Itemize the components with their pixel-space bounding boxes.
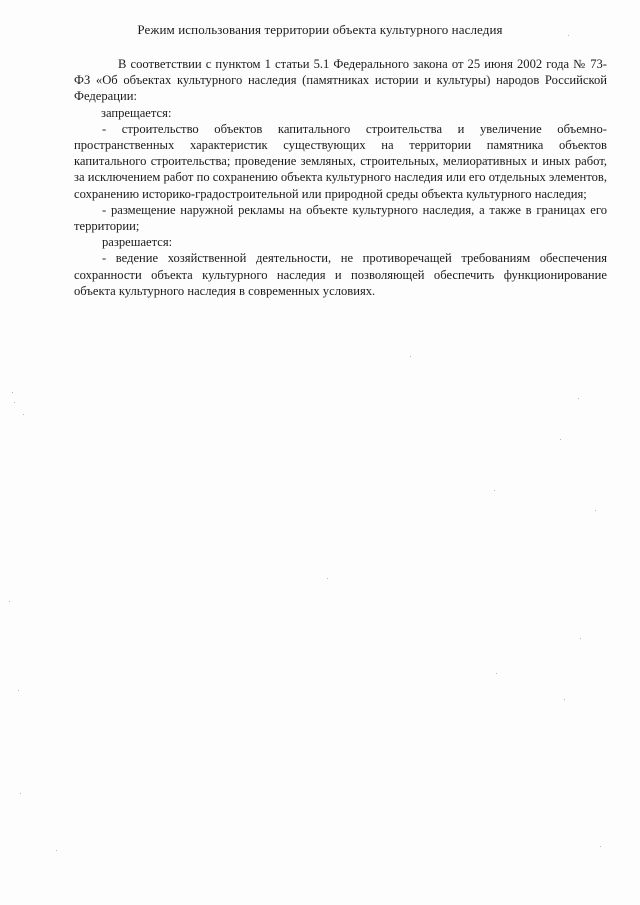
scan-speck xyxy=(560,439,561,440)
scan-speck xyxy=(410,356,411,357)
scan-speck xyxy=(564,699,565,700)
allowed-item-economic-activity: - ведение хозяйственной деятельности, не противоречащей требованиям обеспечения сохранности объекта культурного наследия и позволяющей обеспечить функционирование объекта культурного наследия в современных условиях. xyxy=(74,251,607,298)
scan-speck xyxy=(496,673,497,674)
scan-speck xyxy=(494,490,495,491)
scan-speck xyxy=(56,850,57,851)
prohibited-heading: запрещается: xyxy=(101,105,172,120)
scan-speck xyxy=(595,510,596,511)
allowed-heading: разрешается: xyxy=(102,235,173,250)
prohibited-item-advertising: - размещение наружной рекламы на объекте культурного наследия, а также в границах его территории; xyxy=(74,202,607,234)
intro-paragraph: В соответствии с пунктом 1 статьи 5.1 Федерального закона от 25 июня 2002 года № 73-ФЗ «Об объектах культурного наследия (памятниках истории и культуры) народов Российской Федерации: xyxy=(74,57,607,104)
scan-speck xyxy=(578,398,579,399)
scan-speck xyxy=(20,793,21,794)
scan-speck xyxy=(568,35,569,36)
document-title: Режим использования территории объекта культурного наследия xyxy=(137,22,503,37)
scan-speck xyxy=(9,601,10,602)
scan-speck xyxy=(18,690,19,691)
scan-speck xyxy=(12,392,13,393)
scan-speck xyxy=(14,402,15,403)
document-body xyxy=(74,56,607,299)
scan-speck xyxy=(327,578,328,579)
prohibited-item-construction: - строительство объектов капитального строительства и увеличение объемно-пространственных характеристик существующих на территории памятника объектов капитального строительства; проведение земляных, строительных, мелиоративных и иных работ, за исключением работ по сохранению объекта культурного наследия или его отдельных элементов, сохранению историко-градостроительной или природной среды объекта культурного наследия; xyxy=(74,121,607,201)
scan-speck xyxy=(600,846,601,847)
scan-speck xyxy=(580,638,581,639)
scan-speck xyxy=(23,414,24,415)
